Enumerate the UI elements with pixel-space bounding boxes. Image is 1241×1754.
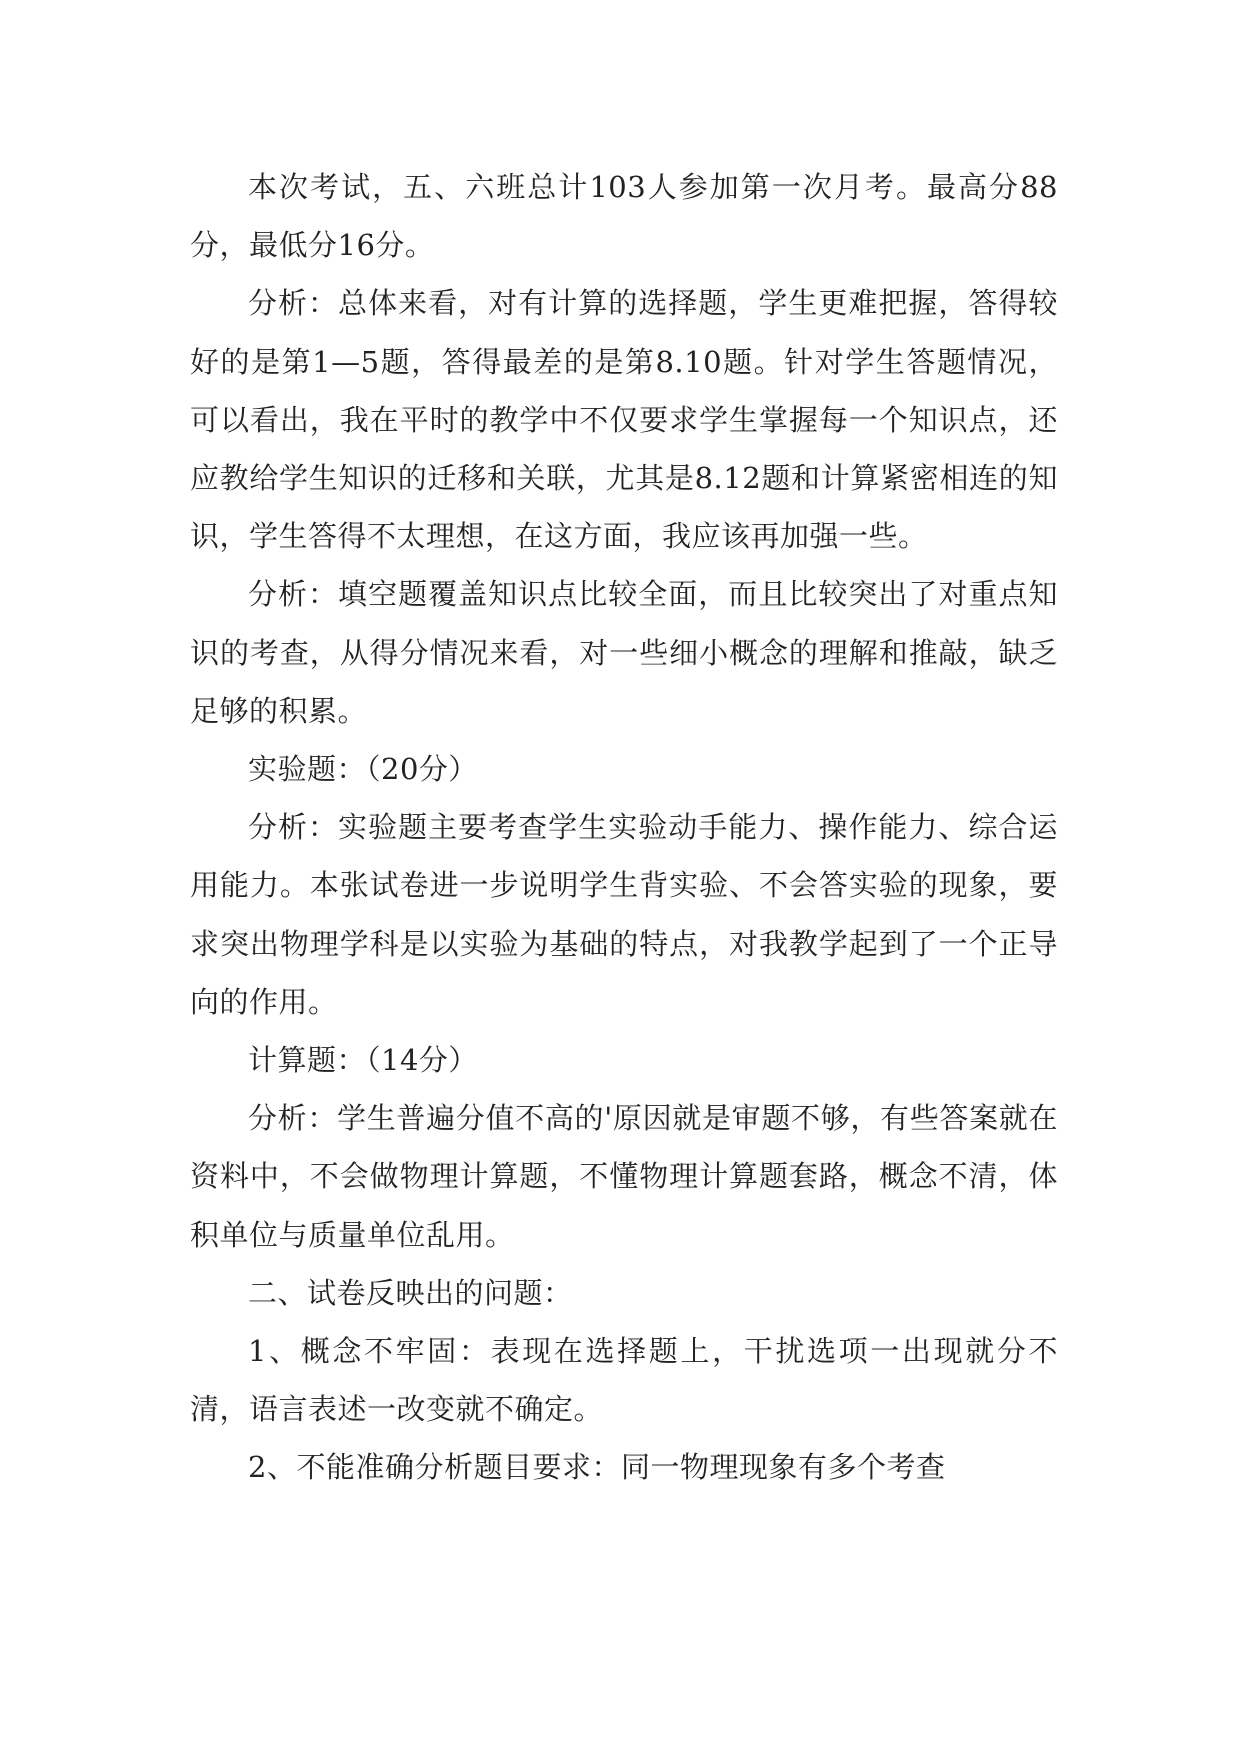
paragraph-experiment-analysis: 分析：实验题主要考查学生实验动手能力、操作能力、综合运用能力。本张试卷进一步说明学生背实验、不会答实验的现象，要求突出物理学科是以实验为基础的特点，对我教学起到了一个正导向的作用。 [190,810,1058,1019]
paragraph-problem-1: 1、概念不牢固：表现在选择题上，干扰选项一出现就分不清，语言表述一改变就不确定。 [190,1334,1058,1427]
paragraph-fill-blank-analysis: 分析：填空题覆盖知识点比较全面，而且比较突出了对重点知识的考查，从得分情况来看，对一些细小概念的理解和推敲，缺乏足够的积累。 [190,577,1058,728]
paragraph-choice-analysis: 分析：总体来看，对有计算的选择题，学生更难把握，答得较好的是第1—5题，答得最差的是第8.10题。针对学生答题情况，可以看出，我在平时的教学中不仅要求学生掌握每一个知识点，还应教给学生知识的迁移和关联，尤其是8.12题和计算紧密相连的知识，学生答得不太理想，在这方面，我应该再加强一些。 [190,286,1058,554]
paragraph-calculation-analysis: 分析：学生普遍分值不高的'原因就是审题不够，有些答案就在资料中，不会做物理计算题，不懂物理计算题套路，概念不清，体积单位与质量单位乱用。 [190,1101,1058,1252]
paragraph-exam-summary: 本次考试，五、六班总计103人参加第一次月考。最高分88分，最低分16分。 [190,170,1058,263]
heading-experiment-questions: 实验题：（20分） [248,752,478,787]
paragraph-problem-2: 2、不能准确分析题目要求：同一物理现象有多个考查 [248,1450,946,1485]
heading-problems-section: 二、试卷反映出的问题： [248,1275,573,1310]
heading-calculation-questions: 计算题：（14分） [248,1043,478,1078]
document-body [190,158,1058,1497]
